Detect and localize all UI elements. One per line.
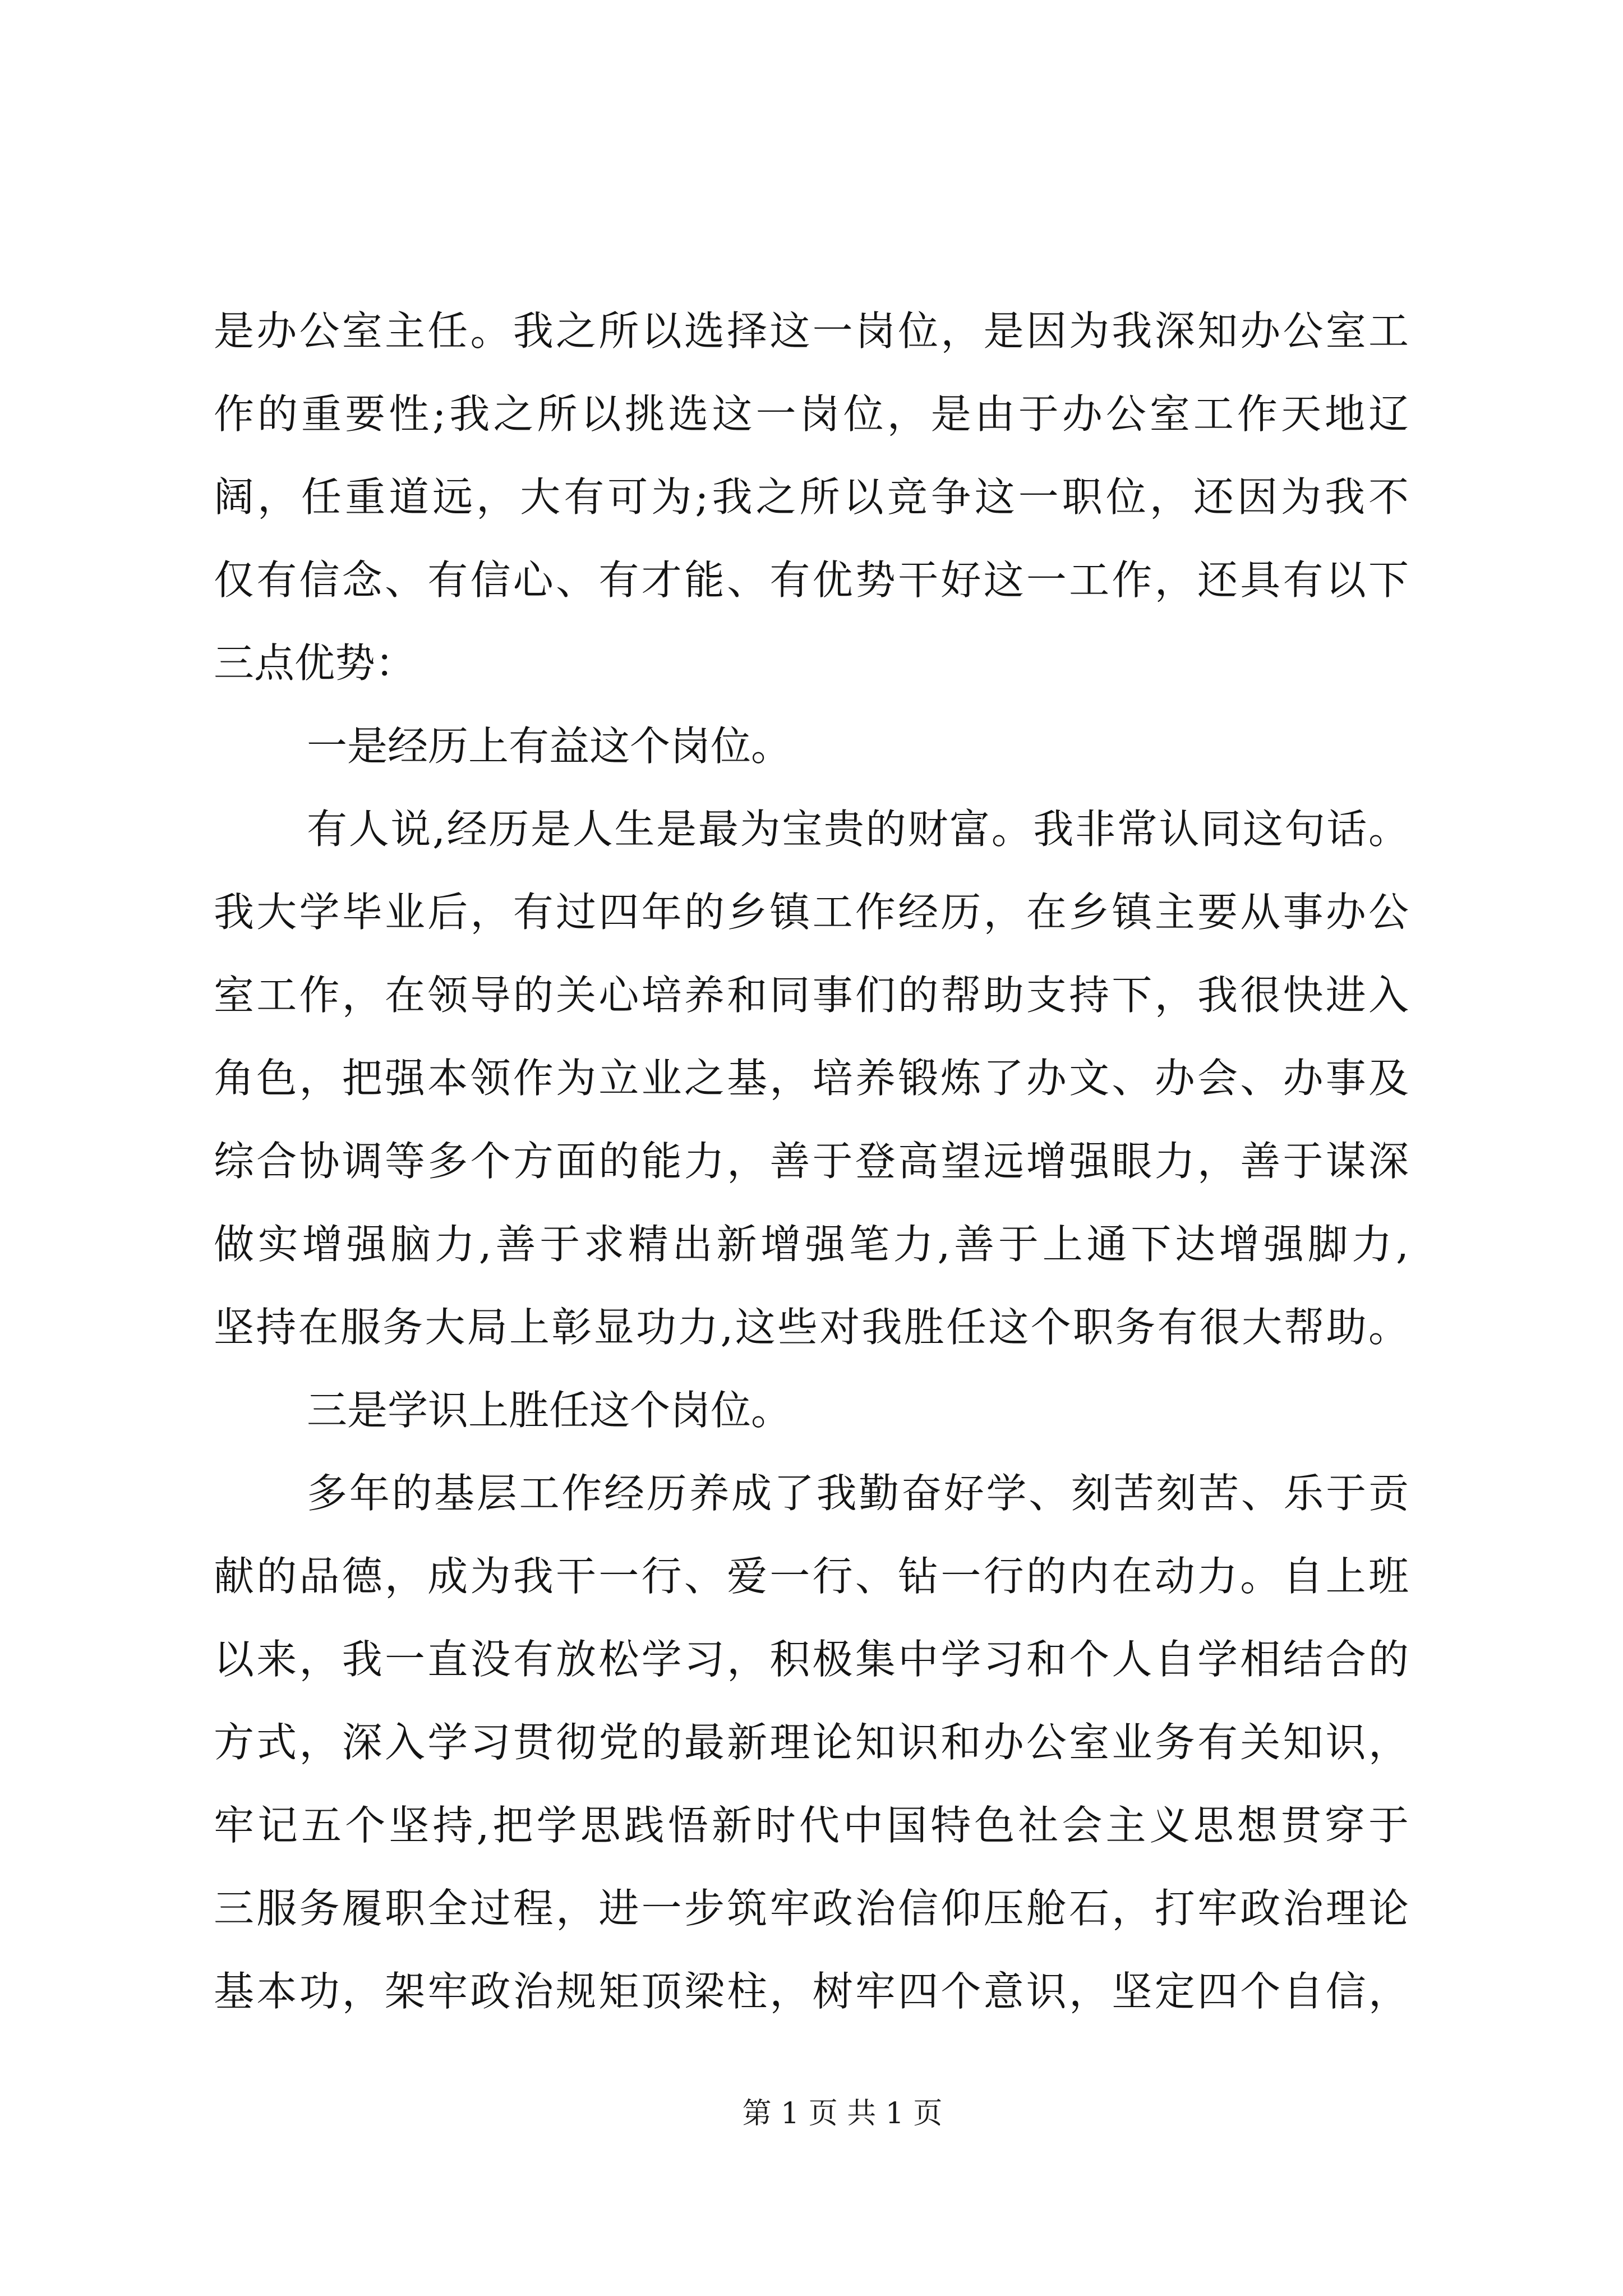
section-heading: 一是经历上有益这个岗位。: [307, 723, 792, 770]
body-text: [214, 289, 1409, 2033]
text-line: 牢记五个坚持,把学思践悟新时代中国特色社会主义思想贯穿于: [214, 1802, 1409, 1849]
page-footer: 第 1 页 共 1 页: [742, 2097, 943, 2131]
text-line: 阔，任重道远，大有可为;我之所以竞争这一职位，还因为我不: [214, 473, 1409, 521]
section-heading: 三是学识上胜任这个岗位。: [307, 1387, 792, 1434]
text-line: 基本功，架牢政治规矩顶梁柱，树牢四个意识，坚定四个自信，: [214, 1968, 1409, 2015]
text-line: 以来，我一直没有放松学习，积极集中学习和个人自学相结合的: [214, 1636, 1409, 1683]
text-line: 坚持在服务大局上彰显功力,这些对我胜任这个职务有很大帮助。: [214, 1304, 1409, 1351]
text-line: 三服务履职全过程，进一步筑牢政治信仰压舱石，打牢政治理论: [214, 1885, 1409, 1932]
text-line: 我大学毕业后，有过四年的乡镇工作经历，在乡镇主要从事办公: [214, 889, 1409, 936]
text-line: 做实增强脑力,善于求精出新增强笔力,善于上通下达增强脚力,: [214, 1221, 1409, 1268]
text-line: 角色，把强本领作为立业之基，培养锻炼了办文、办会、办事及: [214, 1055, 1409, 1102]
text-line: 仅有信念、有信心、有才能、有优势干好这一工作，还具有以下: [214, 556, 1409, 604]
text-line: 三点优势：: [214, 639, 416, 687]
text-line: 有人说,经历是人生是最为宝贵的财富。我非常认同这句话。: [307, 806, 1409, 853]
text-line: 是办公室主任。我之所以选择这一岗位，是因为我深知办公室工: [214, 307, 1409, 355]
text-line: 综合协调等多个方面的能力，善于登高望远增强眼力，善于谋深: [214, 1138, 1409, 1185]
text-line: 室工作，在领导的关心培养和同事们的帮助支持下，我很快进入: [214, 972, 1409, 1019]
text-line: 作的重要性;我之所以挑选这一岗位，是由于办公室工作天地辽: [214, 390, 1409, 438]
text-line: 献的品德，成为我干一行、爱一行、钻一行的内在动力。自上班: [214, 1553, 1409, 1600]
text-line: 方式，深入学习贯彻党的最新理论知识和办公室业务有关知识，: [214, 1719, 1409, 1766]
text-line: 多年的基层工作经历养成了我勤奋好学、刻苦刻苦、乐于贡: [307, 1470, 1409, 1517]
